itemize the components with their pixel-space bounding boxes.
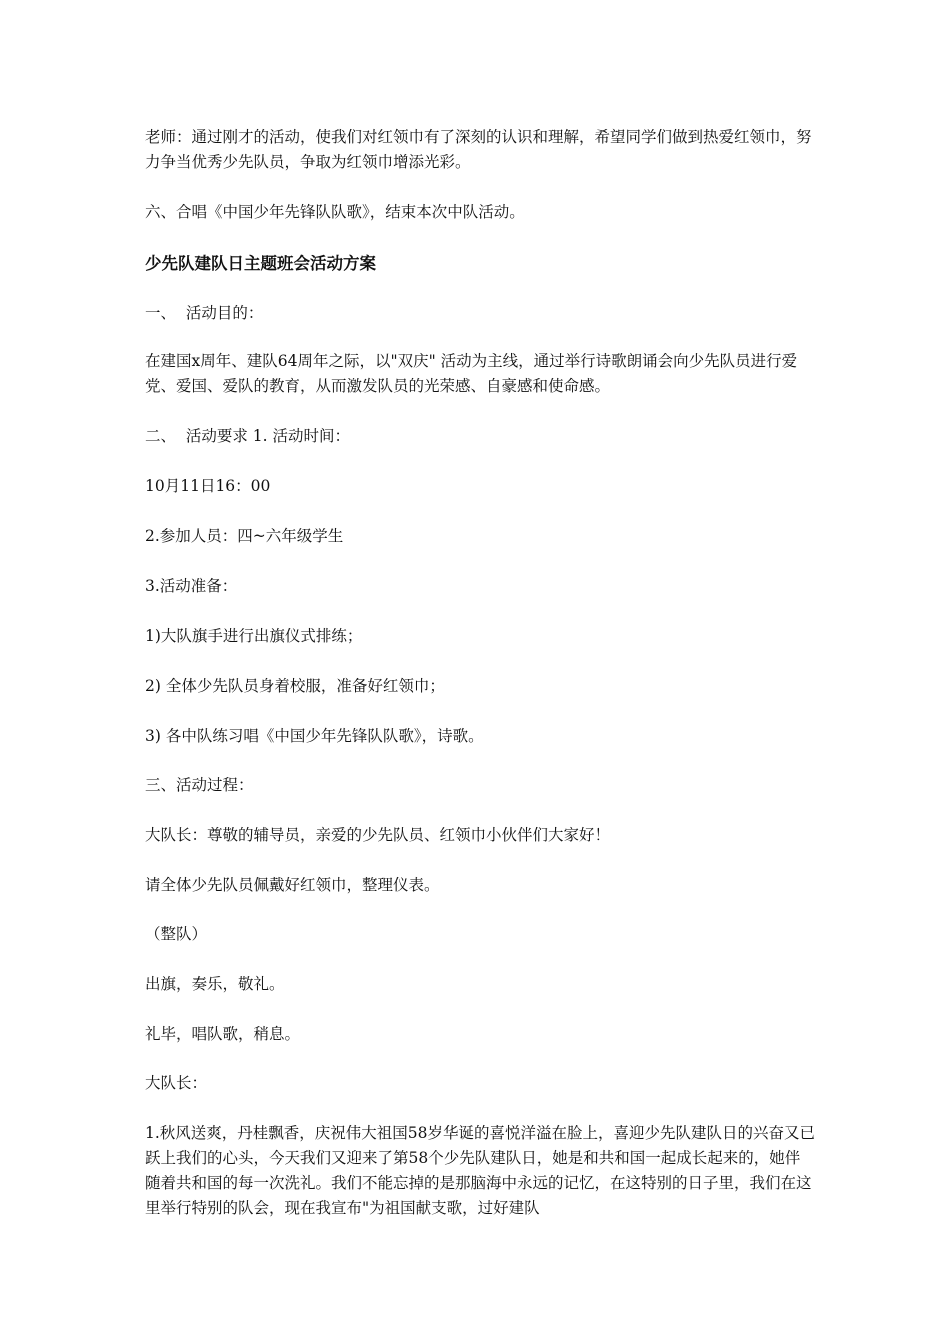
paragraph-song: 礼毕，唱队歌，稍息。 xyxy=(145,1025,301,1043)
section-heading-process: 三、活动过程： xyxy=(145,776,254,794)
paragraph-line-up: （整队） xyxy=(145,925,208,943)
paragraph-teacher-summary: 老师：通过刚才的活动，使我们对红领巾有了深刻的认识和理解，希望同学们做到热爱红领巾，努力争当优秀少先队员，争取为红领巾增添光彩。 xyxy=(145,128,812,171)
paragraph-participants: 2.参加人员：四~六年级学生 xyxy=(145,527,344,545)
paragraph-captain-label: 大队长： xyxy=(145,1074,208,1092)
paragraph-scarf: 请全体少先队员佩戴好红领巾，整理仪表。 xyxy=(145,876,440,894)
list-item-song-practice: 3) 各中队练习唱《中国少年先锋队队歌》，诗歌。 xyxy=(145,727,484,745)
paragraph-time: 10月11日16：00 xyxy=(145,477,271,495)
paragraph-preparation: 3.活动准备： xyxy=(145,577,238,595)
document-title: 少先队建队日主题班会活动方案 xyxy=(145,254,376,273)
list-item-flag-rehearsal: 1)大队旗手进行出旗仪式排练； xyxy=(145,627,363,645)
paragraph-flag-raising: 出旗，奏乐，敬礼。 xyxy=(145,975,285,993)
paragraph-greeting: 大队长：尊敬的辅导员，亲爱的少先队员、红领巾小伙伴们大家好！ xyxy=(145,826,611,844)
list-item-uniform: 2) 全体少先队员身着校服，准备好红领巾； xyxy=(145,677,445,695)
paragraph-closing-song: 六、合唱《中国少年先锋队队歌》，结束本次中队活动。 xyxy=(145,203,525,221)
paragraph-speech: 1.秋风送爽，丹桂飘香，庆祝伟大祖国58岁华诞的喜悦洋溢在脸上，喜迎少先队建队日的兴奋又已跃上我们的心头，今天我们又迎来了第58个少先队建队日，她是和共和国一起成长起来的，她伴随着共和国的每一次洗礼。我们不能忘掉的是那脑海中永远的记忆，在这特别的日子里，我们在这里举行特别的队会，现在我宣布"为祖国献支歌，过好建队 xyxy=(145,1124,816,1217)
section-heading-requirements: 二、 活动要求 1. 活动时间： xyxy=(145,427,350,445)
section-heading-purpose: 一、 活动目的： xyxy=(145,304,264,322)
paragraph-purpose: 在建国x周年、建队64周年之际，以"双庆" 活动为主线，通过举行诗歌朗诵会向少先队员进行爱党、爱国、爱队的教育，从而激发队员的光荣感、自豪感和使命感。 xyxy=(145,352,798,395)
